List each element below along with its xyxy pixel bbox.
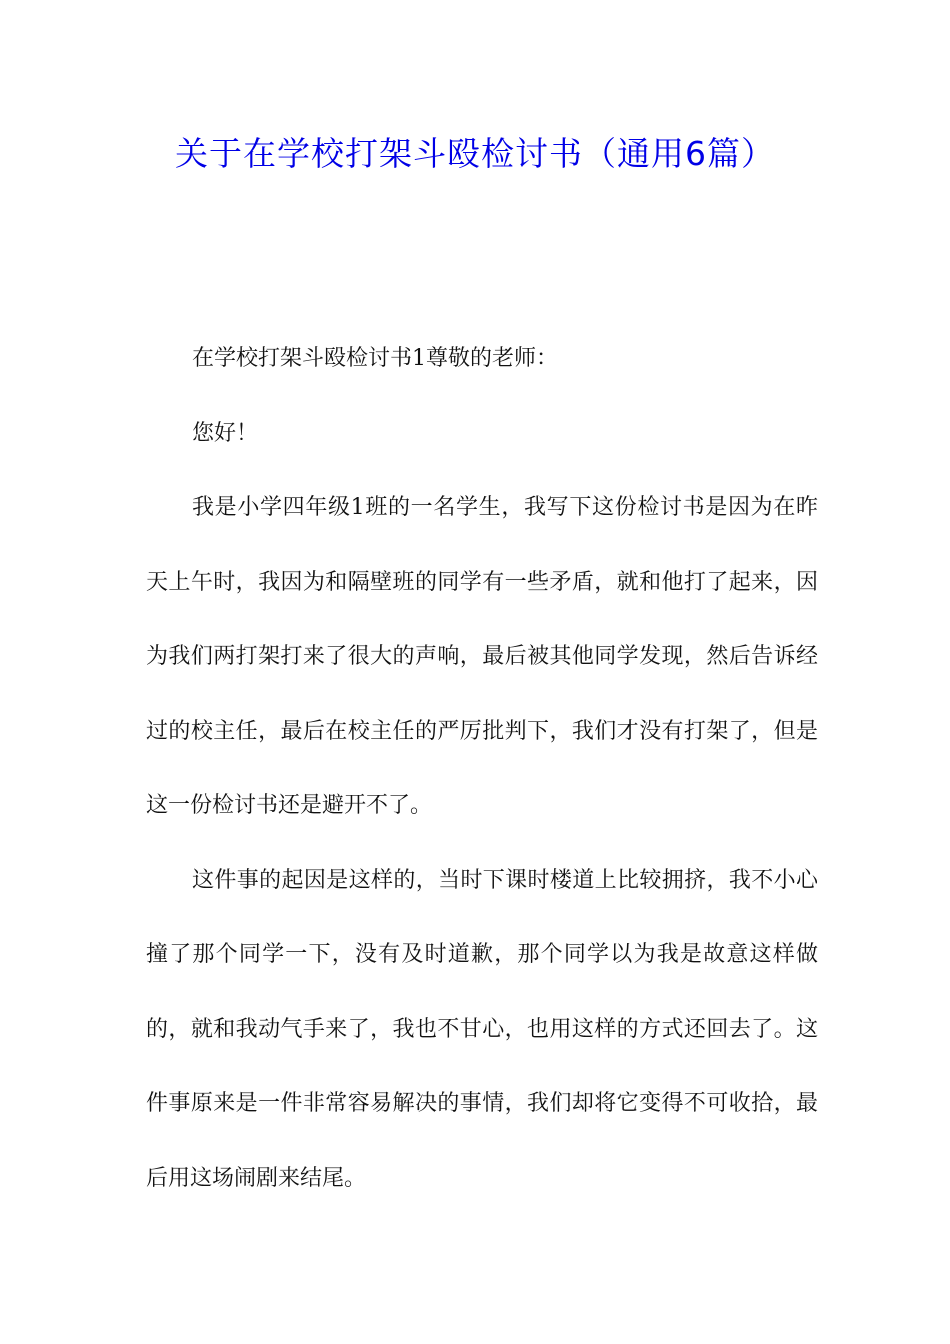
document-body <box>146 340 818 1216</box>
paragraph-greeting: 您好！ <box>192 421 259 446</box>
paragraph-body-1: 我是小学四年级1班的一名学生，我写下这份检讨书是因为在昨天上午时，我因为和隔壁班的同学有一些矛盾，就和他打了起来，因为我们两打架打来了很大的声响，最后被其他同学发现，然后告诉经过的校主任，最后在校主任的严厉批判下，我们才没有打架了，但是这一份检讨书还是避开不了。 <box>146 495 818 819</box>
paragraph-body-2: 这件事的起因是这样的，当时下课时楼道上比较拥挤，我不小心撞了那个同学一下，没有及时道歉，那个同学以为我是故意这样做的，就和我动气手来了，我也不甘心，也用这样的方式还回去了。这件事原来是一件非常容易解决的事情，我们却将它变得不可收拾，最后用这场闹剧来结尾。 <box>146 867 818 1191</box>
document-title: 关于在学校打架斗殴检讨书（通用6篇） <box>175 134 775 173</box>
paragraph-salutation: 在学校打架斗殴检讨书1尊敬的老师： <box>192 346 558 371</box>
